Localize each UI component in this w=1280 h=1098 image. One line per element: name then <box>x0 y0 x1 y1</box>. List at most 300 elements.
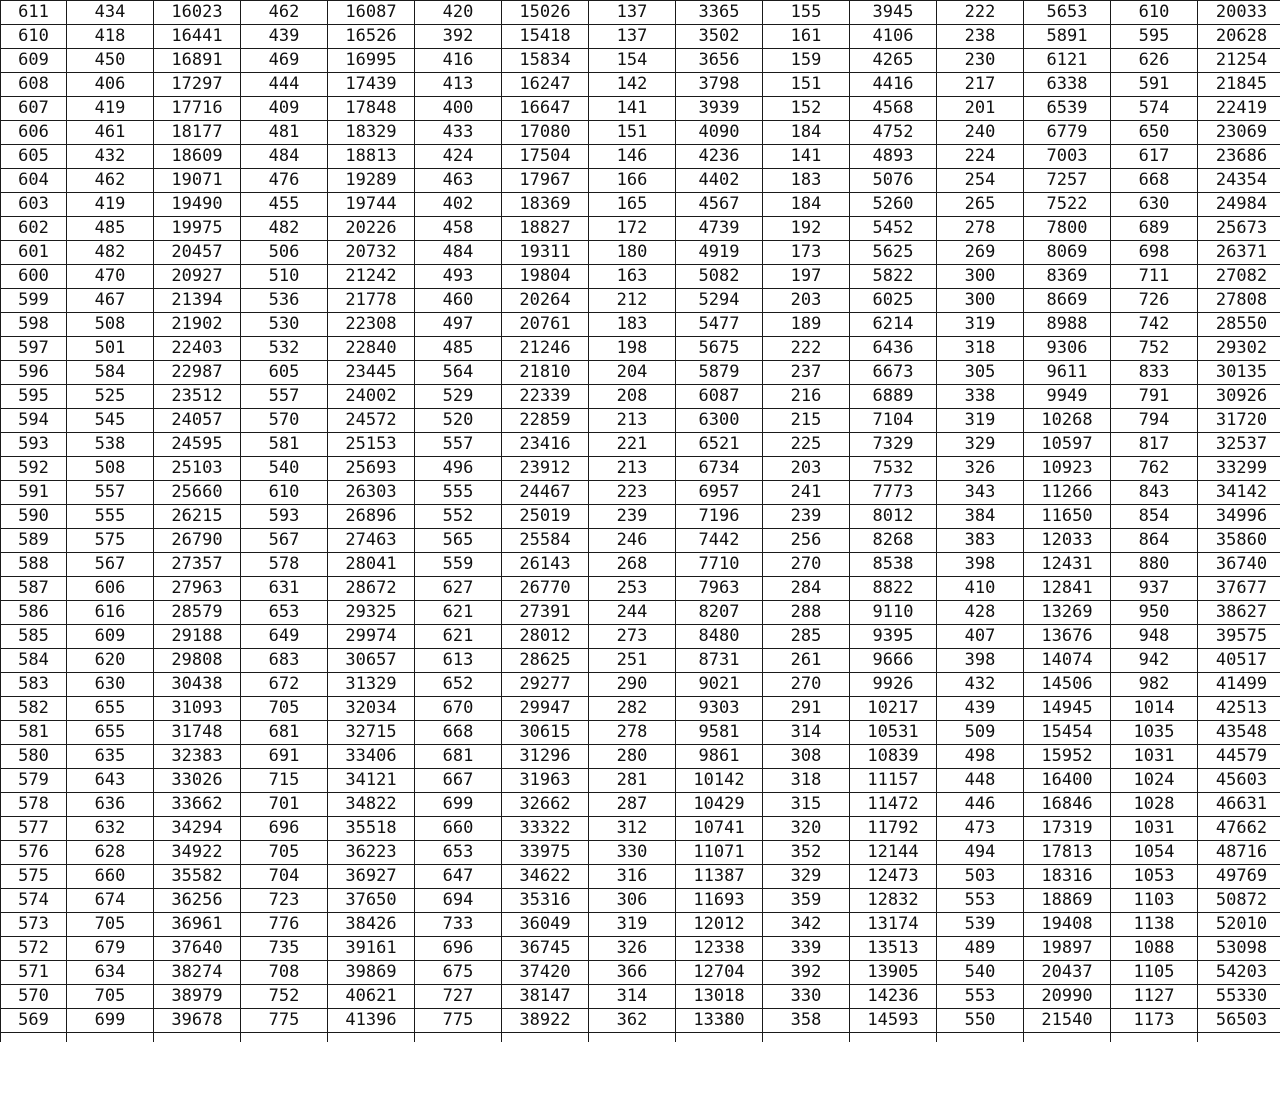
count-cell: 455 <box>241 193 328 217</box>
count-cell: 20732 <box>328 241 415 265</box>
count-cell: 668 <box>415 721 502 745</box>
count-cell: 538 <box>67 433 154 457</box>
table-row <box>1 601 1280 625</box>
count-cell: 38979 <box>154 985 241 1009</box>
count-cell: 439 <box>241 25 328 49</box>
count-cell: 213 <box>589 457 676 481</box>
count-cell: 21246 <box>502 337 589 361</box>
count-cell: 216 <box>763 385 850 409</box>
score-cell: 573 <box>1 913 67 937</box>
count-cell: 26371 <box>1198 241 1280 265</box>
table-row <box>1 313 1280 337</box>
count-cell: 24572 <box>328 409 415 433</box>
count-cell: 705 <box>241 697 328 721</box>
count-cell: 320 <box>763 817 850 841</box>
count-cell: 10597 <box>1024 433 1111 457</box>
count-cell: 46631 <box>1198 793 1280 817</box>
count-cell: 628 <box>67 841 154 865</box>
count-cell: 12841 <box>1024 577 1111 601</box>
count-cell: 553 <box>937 985 1024 1009</box>
count-cell: 155 <box>763 1 850 25</box>
count-cell: 21902 <box>154 313 241 337</box>
count-cell: 605 <box>241 361 328 385</box>
table-row <box>1 361 1280 385</box>
count-cell: 458 <box>415 217 502 241</box>
count-cell: 501 <box>67 337 154 361</box>
table-row <box>1 625 1280 649</box>
table-row <box>1 889 1280 913</box>
cutoff-cell <box>850 1033 937 1043</box>
count-cell: 1024 <box>1111 769 1198 793</box>
count-cell: 509 <box>937 721 1024 745</box>
count-cell: 36256 <box>154 889 241 913</box>
score-cell: 577 <box>1 817 67 841</box>
count-cell: 137 <box>589 1 676 25</box>
count-cell: 650 <box>1111 121 1198 145</box>
count-cell: 40621 <box>328 985 415 1009</box>
count-cell: 20761 <box>502 313 589 337</box>
count-cell: 484 <box>241 145 328 169</box>
table-row <box>1 961 1280 985</box>
count-cell: 679 <box>67 937 154 961</box>
count-cell: 462 <box>67 169 154 193</box>
count-cell: 9861 <box>676 745 763 769</box>
count-cell: 12033 <box>1024 529 1111 553</box>
count-cell: 31329 <box>328 673 415 697</box>
count-cell: 481 <box>241 121 328 145</box>
score-cell: 611 <box>1 1 67 25</box>
count-cell: 238 <box>937 25 1024 49</box>
count-cell: 613 <box>415 649 502 673</box>
count-cell: 570 <box>241 409 328 433</box>
count-cell: 339 <box>763 937 850 961</box>
score-cell: 576 <box>1 841 67 865</box>
count-cell: 300 <box>937 289 1024 313</box>
count-cell: 12473 <box>850 865 937 889</box>
count-cell: 28579 <box>154 601 241 625</box>
count-cell: 948 <box>1111 625 1198 649</box>
count-cell: 25153 <box>328 433 415 457</box>
count-cell: 7003 <box>1024 145 1111 169</box>
count-cell: 24984 <box>1198 193 1280 217</box>
score-cell: 584 <box>1 649 67 673</box>
count-cell: 19897 <box>1024 937 1111 961</box>
count-cell: 606 <box>67 577 154 601</box>
count-cell: 172 <box>589 217 676 241</box>
count-cell: 163 <box>589 265 676 289</box>
count-cell: 152 <box>763 97 850 121</box>
count-cell: 281 <box>589 769 676 793</box>
count-cell: 11071 <box>676 841 763 865</box>
count-cell: 704 <box>241 865 328 889</box>
count-cell: 27391 <box>502 601 589 625</box>
count-cell: 15454 <box>1024 721 1111 745</box>
count-cell: 362 <box>589 1009 676 1033</box>
count-cell: 15834 <box>502 49 589 73</box>
count-cell: 6539 <box>1024 97 1111 121</box>
table-row <box>1 409 1280 433</box>
count-cell: 557 <box>241 385 328 409</box>
count-cell: 18609 <box>154 145 241 169</box>
score-cell: 569 <box>1 1009 67 1033</box>
count-cell: 9021 <box>676 673 763 697</box>
count-cell: 591 <box>1111 73 1198 97</box>
count-cell: 3365 <box>676 1 763 25</box>
count-cell: 520 <box>415 409 502 433</box>
count-cell: 29325 <box>328 601 415 625</box>
count-cell: 708 <box>241 961 328 985</box>
count-cell: 791 <box>1111 385 1198 409</box>
count-cell: 5082 <box>676 265 763 289</box>
count-cell: 11792 <box>850 817 937 841</box>
table-row <box>1 73 1280 97</box>
count-cell: 699 <box>67 1009 154 1033</box>
count-cell: 43548 <box>1198 721 1280 745</box>
table-row <box>1 265 1280 289</box>
count-cell: 506 <box>241 241 328 265</box>
count-cell: 843 <box>1111 481 1198 505</box>
count-cell: 439 <box>937 697 1024 721</box>
table-row <box>1 721 1280 745</box>
count-cell: 610 <box>1111 1 1198 25</box>
table-row <box>1 49 1280 73</box>
score-cell: 600 <box>1 265 67 289</box>
count-cell: 3502 <box>676 25 763 49</box>
count-cell: 699 <box>415 793 502 817</box>
count-cell: 470 <box>67 265 154 289</box>
count-cell: 15418 <box>502 25 589 49</box>
count-cell: 34622 <box>502 865 589 889</box>
count-cell: 26896 <box>328 505 415 529</box>
table-row <box>1 241 1280 265</box>
count-cell: 23686 <box>1198 145 1280 169</box>
count-cell: 539 <box>937 913 1024 937</box>
count-cell: 14236 <box>850 985 937 1009</box>
count-cell: 545 <box>67 409 154 433</box>
count-cell: 8069 <box>1024 241 1111 265</box>
count-cell: 29808 <box>154 649 241 673</box>
count-cell: 29188 <box>154 625 241 649</box>
count-cell: 19408 <box>1024 913 1111 937</box>
count-cell: 237 <box>763 361 850 385</box>
cutoff-cell <box>763 1033 850 1043</box>
count-cell: 9666 <box>850 649 937 673</box>
count-cell: 261 <box>763 649 850 673</box>
count-cell: 13018 <box>676 985 763 1009</box>
cutoff-cell <box>1111 1033 1198 1043</box>
table-row <box>1 217 1280 241</box>
table-row <box>1 121 1280 145</box>
count-cell: 201 <box>937 97 1024 121</box>
count-cell: 183 <box>763 169 850 193</box>
count-cell: 8268 <box>850 529 937 553</box>
count-cell: 19311 <box>502 241 589 265</box>
count-cell: 696 <box>415 937 502 961</box>
count-cell: 409 <box>241 97 328 121</box>
table-row <box>1 385 1280 409</box>
count-cell: 727 <box>415 985 502 1009</box>
count-cell: 305 <box>937 361 1024 385</box>
count-cell: 3656 <box>676 49 763 73</box>
count-cell: 5822 <box>850 265 937 289</box>
count-cell: 25019 <box>502 505 589 529</box>
count-cell: 384 <box>937 505 1024 529</box>
count-cell: 10741 <box>676 817 763 841</box>
count-cell: 287 <box>589 793 676 817</box>
count-cell: 151 <box>763 73 850 97</box>
count-cell: 29947 <box>502 697 589 721</box>
cutoff-cell <box>241 1033 328 1043</box>
count-cell: 530 <box>241 313 328 337</box>
score-cell: 583 <box>1 673 67 697</box>
count-cell: 208 <box>589 385 676 409</box>
count-cell: 19071 <box>154 169 241 193</box>
count-cell: 508 <box>67 457 154 481</box>
count-cell: 632 <box>67 817 154 841</box>
count-cell: 461 <box>67 121 154 145</box>
count-cell: 192 <box>763 217 850 241</box>
score-cell: 601 <box>1 241 67 265</box>
count-cell: 203 <box>763 457 850 481</box>
count-cell: 864 <box>1111 529 1198 553</box>
count-cell: 4919 <box>676 241 763 265</box>
table-row <box>1 169 1280 193</box>
count-cell: 29277 <box>502 673 589 697</box>
cutoff-cell <box>67 1033 154 1043</box>
cutoff-cell <box>328 1033 415 1043</box>
count-cell: 7522 <box>1024 193 1111 217</box>
score-cell: 602 <box>1 217 67 241</box>
table-row <box>1 697 1280 721</box>
count-cell: 33662 <box>154 793 241 817</box>
count-cell: 30135 <box>1198 361 1280 385</box>
count-cell: 7710 <box>676 553 763 577</box>
count-cell: 553 <box>937 889 1024 913</box>
count-cell: 559 <box>415 553 502 577</box>
score-cell: 593 <box>1 433 67 457</box>
count-cell: 32715 <box>328 721 415 745</box>
count-cell: 9581 <box>676 721 763 745</box>
count-cell: 715 <box>241 769 328 793</box>
count-cell: 775 <box>415 1009 502 1033</box>
count-cell: 278 <box>937 217 1024 241</box>
count-cell: 268 <box>589 553 676 577</box>
count-cell: 31748 <box>154 721 241 745</box>
count-cell: 14945 <box>1024 697 1111 721</box>
count-cell: 6121 <box>1024 49 1111 73</box>
count-cell: 184 <box>763 121 850 145</box>
count-cell: 6300 <box>676 409 763 433</box>
table-row <box>1 481 1280 505</box>
count-cell: 38274 <box>154 961 241 985</box>
count-cell: 5625 <box>850 241 937 265</box>
count-cell: 1031 <box>1111 745 1198 769</box>
count-cell: 634 <box>67 961 154 985</box>
count-cell: 567 <box>67 553 154 577</box>
count-cell: 643 <box>67 769 154 793</box>
count-cell: 52010 <box>1198 913 1280 937</box>
count-cell: 17080 <box>502 121 589 145</box>
score-cell: 581 <box>1 721 67 745</box>
count-cell: 854 <box>1111 505 1198 529</box>
count-cell: 26143 <box>502 553 589 577</box>
count-cell: 691 <box>241 745 328 769</box>
count-cell: 794 <box>1111 409 1198 433</box>
count-cell: 315 <box>763 793 850 817</box>
count-cell: 165 <box>589 193 676 217</box>
count-cell: 4236 <box>676 145 763 169</box>
count-cell: 433 <box>415 121 502 145</box>
count-cell: 239 <box>589 505 676 529</box>
count-cell: 41499 <box>1198 673 1280 697</box>
count-cell: 39575 <box>1198 625 1280 649</box>
count-cell: 34121 <box>328 769 415 793</box>
count-cell: 10531 <box>850 721 937 745</box>
count-cell: 28012 <box>502 625 589 649</box>
count-cell: 698 <box>1111 241 1198 265</box>
count-cell: 318 <box>937 337 1024 361</box>
count-cell: 37420 <box>502 961 589 985</box>
count-cell: 56503 <box>1198 1009 1280 1033</box>
count-cell: 9926 <box>850 673 937 697</box>
count-cell: 40517 <box>1198 649 1280 673</box>
count-cell: 402 <box>415 193 502 217</box>
count-cell: 1053 <box>1111 865 1198 889</box>
count-cell: 38147 <box>502 985 589 1009</box>
count-cell: 584 <box>67 361 154 385</box>
count-cell: 342 <box>763 913 850 937</box>
count-cell: 300 <box>937 265 1024 289</box>
count-cell: 448 <box>937 769 1024 793</box>
score-cell: 604 <box>1 169 67 193</box>
count-cell: 5879 <box>676 361 763 385</box>
count-cell: 352 <box>763 841 850 865</box>
count-cell: 270 <box>763 673 850 697</box>
cutoff-cell <box>154 1033 241 1043</box>
count-cell: 450 <box>67 49 154 73</box>
count-cell: 6214 <box>850 313 937 337</box>
count-cell: 22419 <box>1198 97 1280 121</box>
count-cell: 284 <box>763 577 850 601</box>
count-cell: 17813 <box>1024 841 1111 865</box>
count-cell: 742 <box>1111 313 1198 337</box>
count-cell: 36745 <box>502 937 589 961</box>
count-cell: 282 <box>589 697 676 721</box>
count-cell: 16247 <box>502 73 589 97</box>
count-cell: 419 <box>67 97 154 121</box>
count-cell: 689 <box>1111 217 1198 241</box>
table-row <box>1 769 1280 793</box>
count-cell: 16647 <box>502 97 589 121</box>
count-cell: 4893 <box>850 145 937 169</box>
table-body <box>1 1 1280 1043</box>
count-cell: 701 <box>241 793 328 817</box>
count-cell: 667 <box>415 769 502 793</box>
count-cell: 19744 <box>328 193 415 217</box>
count-cell: 38922 <box>502 1009 589 1033</box>
count-cell: 432 <box>67 145 154 169</box>
count-cell: 30657 <box>328 649 415 673</box>
score-cell: 578 <box>1 793 67 817</box>
table-row <box>1 817 1280 841</box>
count-cell: 27357 <box>154 553 241 577</box>
count-cell: 23069 <box>1198 121 1280 145</box>
count-cell: 55330 <box>1198 985 1280 1009</box>
count-cell: 6673 <box>850 361 937 385</box>
count-cell: 6338 <box>1024 73 1111 97</box>
count-cell: 392 <box>415 25 502 49</box>
count-cell: 493 <box>415 265 502 289</box>
count-cell: 630 <box>67 673 154 697</box>
count-cell: 16891 <box>154 49 241 73</box>
count-cell: 15026 <box>502 1 589 25</box>
count-cell: 285 <box>763 625 850 649</box>
table-row <box>1 985 1280 1009</box>
count-cell: 9949 <box>1024 385 1111 409</box>
count-cell: 11266 <box>1024 481 1111 505</box>
count-cell: 555 <box>415 481 502 505</box>
count-cell: 141 <box>763 145 850 169</box>
count-cell: 20927 <box>154 265 241 289</box>
count-cell: 494 <box>937 841 1024 865</box>
count-cell: 3945 <box>850 1 937 25</box>
count-cell: 17967 <box>502 169 589 193</box>
count-cell: 525 <box>67 385 154 409</box>
count-cell: 34922 <box>154 841 241 865</box>
count-cell: 660 <box>67 865 154 889</box>
score-cell: 596 <box>1 361 67 385</box>
count-cell: 398 <box>937 553 1024 577</box>
count-cell: 503 <box>937 865 1024 889</box>
count-cell: 39678 <box>154 1009 241 1033</box>
count-cell: 37640 <box>154 937 241 961</box>
count-cell: 36049 <box>502 913 589 937</box>
count-cell: 20628 <box>1198 25 1280 49</box>
count-cell: 4106 <box>850 25 937 49</box>
count-cell: 273 <box>589 625 676 649</box>
count-cell: 11693 <box>676 889 763 913</box>
count-cell: 15952 <box>1024 745 1111 769</box>
count-cell: 621 <box>415 625 502 649</box>
count-cell: 16995 <box>328 49 415 73</box>
count-cell: 482 <box>67 241 154 265</box>
count-cell: 9611 <box>1024 361 1111 385</box>
cutoff-cell <box>589 1033 676 1043</box>
table-row <box>1 529 1280 553</box>
count-cell: 270 <box>763 553 850 577</box>
count-cell: 4416 <box>850 73 937 97</box>
count-cell: 16400 <box>1024 769 1111 793</box>
score-cell: 588 <box>1 553 67 577</box>
count-cell: 9110 <box>850 601 937 625</box>
count-cell: 460 <box>415 289 502 313</box>
count-cell: 10429 <box>676 793 763 817</box>
score-cell: 609 <box>1 49 67 73</box>
count-cell: 32662 <box>502 793 589 817</box>
count-cell: 11157 <box>850 769 937 793</box>
count-cell: 49769 <box>1198 865 1280 889</box>
count-cell: 12338 <box>676 937 763 961</box>
score-cell: 589 <box>1 529 67 553</box>
count-cell: 670 <box>415 697 502 721</box>
count-cell: 652 <box>415 673 502 697</box>
count-cell: 20457 <box>154 241 241 265</box>
cutoff-cell <box>1198 1033 1280 1043</box>
count-cell: 20264 <box>502 289 589 313</box>
count-cell: 18316 <box>1024 865 1111 889</box>
table-row <box>1 745 1280 769</box>
count-cell: 4568 <box>850 97 937 121</box>
